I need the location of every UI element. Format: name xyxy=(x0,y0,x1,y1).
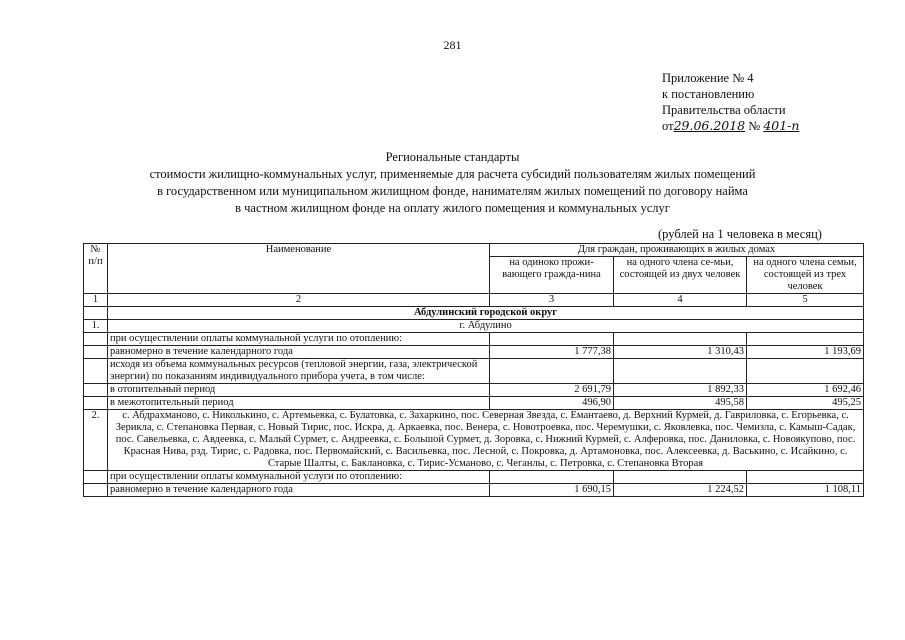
page-number: 281 xyxy=(443,38,462,52)
district-row xyxy=(84,307,864,320)
section-2-places: с. Абдрахманово, с. Николькино, с. Артемьевка, с. Булатовка, с. Захаркино, пос. Северная Звезда, с. Емантаево, д. Верхний Курмей, д. Гавриловка, с. Егорьевка, с. Зерикла, с. Степановка Первая, с. Новый Тирис, пос. Искра, д. Аркаевка, пос. Венера, с. Новотроевка, пос. Черемушки, с. Яковлевка, пос. Чемизла, с. Камыш-Садак, пос. Савельевка, с. Авдеевка, с. Малый Сурмет, с. Андреевка, с. Большой Сурмет, д. Зоровка, с. Нижний Курмей, с. Алферовка, пос. Даниловка, с. Новоякупово, пос. Красная Нива, рзд. Тирис, с. Радовка, пос. Первомайский, с. Васильевка, пос. Лесной, с. Покровка, д. Артамоновка, пос. Алексеевка, д. Васькино, с. Исайкино, с. Старые Шалты, с. Баклановка, с. Тирис-Усманово, с. Чеганлы, с. Петровка, с. Степановка Вторая xyxy=(108,410,864,471)
header-row-1 xyxy=(84,244,864,257)
col-index: 3 xyxy=(490,294,614,307)
value-cell: 495,25 xyxy=(747,397,864,410)
section-2-uniform-row xyxy=(84,484,864,497)
section-1-uniform-row xyxy=(84,346,864,359)
unit-note: (рублей на 1 человека в месяц) xyxy=(658,227,822,241)
uniform-label: равномерно в течение календарного года xyxy=(108,484,490,497)
section-2-places-row xyxy=(84,410,864,471)
section-1-interheating-row xyxy=(84,397,864,410)
document-title xyxy=(0,149,905,217)
col-index: 2 xyxy=(108,294,490,307)
header-single: на одиноко прожи-вающего гражда-нина xyxy=(490,257,614,294)
handwritten-number: 401-п xyxy=(763,118,800,133)
from-label: от xyxy=(662,119,674,133)
header-group: Для граждан, проживающих в жилых домах xyxy=(490,244,864,257)
value-cell: 1 310,43 xyxy=(614,346,747,359)
value-cell: 1 193,69 xyxy=(747,346,864,359)
value-cell: 1 224,52 xyxy=(614,484,747,497)
section-1-number: 1. xyxy=(84,320,108,333)
value-cell: 1 108,11 xyxy=(747,484,864,497)
appendix-line-3: Правительства области xyxy=(662,103,786,117)
section-1-heating-period-row xyxy=(84,384,864,397)
uniform-label: равномерно в течение календарного года xyxy=(108,346,490,359)
section-1-place: г. Абдулино xyxy=(108,320,864,333)
header-name: Наименование xyxy=(108,244,490,294)
appendix-block xyxy=(662,70,799,134)
value-cell: 1 692,46 xyxy=(747,384,864,397)
section-1-place-row xyxy=(84,320,864,333)
title-line-1: Региональные стандарты xyxy=(385,150,520,164)
appendix-line-4 xyxy=(662,118,799,134)
appendix-line-2: к постановлению xyxy=(662,87,755,101)
title-line-3: в государственном или муниципальном жилищном фонде, нанимателям жилых помещений по договору найма xyxy=(157,184,748,198)
value-cell: 495,58 xyxy=(614,397,747,410)
header-number: № п/п xyxy=(84,244,108,294)
meters-label: исходя из объема коммунальных ресурсов (тепловой энергии, газа, электрической энергии) по показаниям индивидуального прибора учета, в том числе: xyxy=(108,359,490,384)
section-1-heating-row xyxy=(84,333,864,346)
header-two: на одного члена се-мьи, состоящей из двух человек xyxy=(614,257,747,294)
standards-table xyxy=(83,243,864,497)
heating-period-label: в отопительный период xyxy=(108,384,490,397)
value-cell: 1 690,15 xyxy=(490,484,614,497)
interheating-label: в межотопительный период xyxy=(108,397,490,410)
section-1-meters-row xyxy=(84,359,864,384)
header-three: на одного члена семьи, состоящей из трех человек xyxy=(747,257,864,294)
heating-label: при осуществлении оплаты коммунальной услуги по отоплению: xyxy=(108,471,490,484)
appendix-line-1: Приложение № 4 xyxy=(662,71,754,85)
section-2-heating-row xyxy=(84,471,864,484)
section-2-number: 2. xyxy=(84,410,108,471)
number-sign: № xyxy=(748,119,761,133)
value-cell: 496,90 xyxy=(490,397,614,410)
col-index: 4 xyxy=(614,294,747,307)
handwritten-date: 29.06.2018 xyxy=(673,118,746,133)
title-line-2: стоимости жилищно-коммунальных услуг, применяемые для расчета субсидий пользователям жилых помещений xyxy=(149,167,756,181)
value-cell: 2 691,79 xyxy=(490,384,614,397)
value-cell: 1 892,33 xyxy=(614,384,747,397)
col-index: 1 xyxy=(84,294,108,307)
col-index: 5 xyxy=(747,294,864,307)
heating-label: при осуществлении оплаты коммунальной услуги по отоплению: xyxy=(108,333,490,346)
title-line-4: в частном жилищном фонде на оплату жилого помещения и коммунальных услуг xyxy=(235,201,670,215)
value-cell: 1 777,38 xyxy=(490,346,614,359)
column-index-row xyxy=(84,294,864,307)
district-name: Абдулинский городской округ xyxy=(108,307,864,320)
